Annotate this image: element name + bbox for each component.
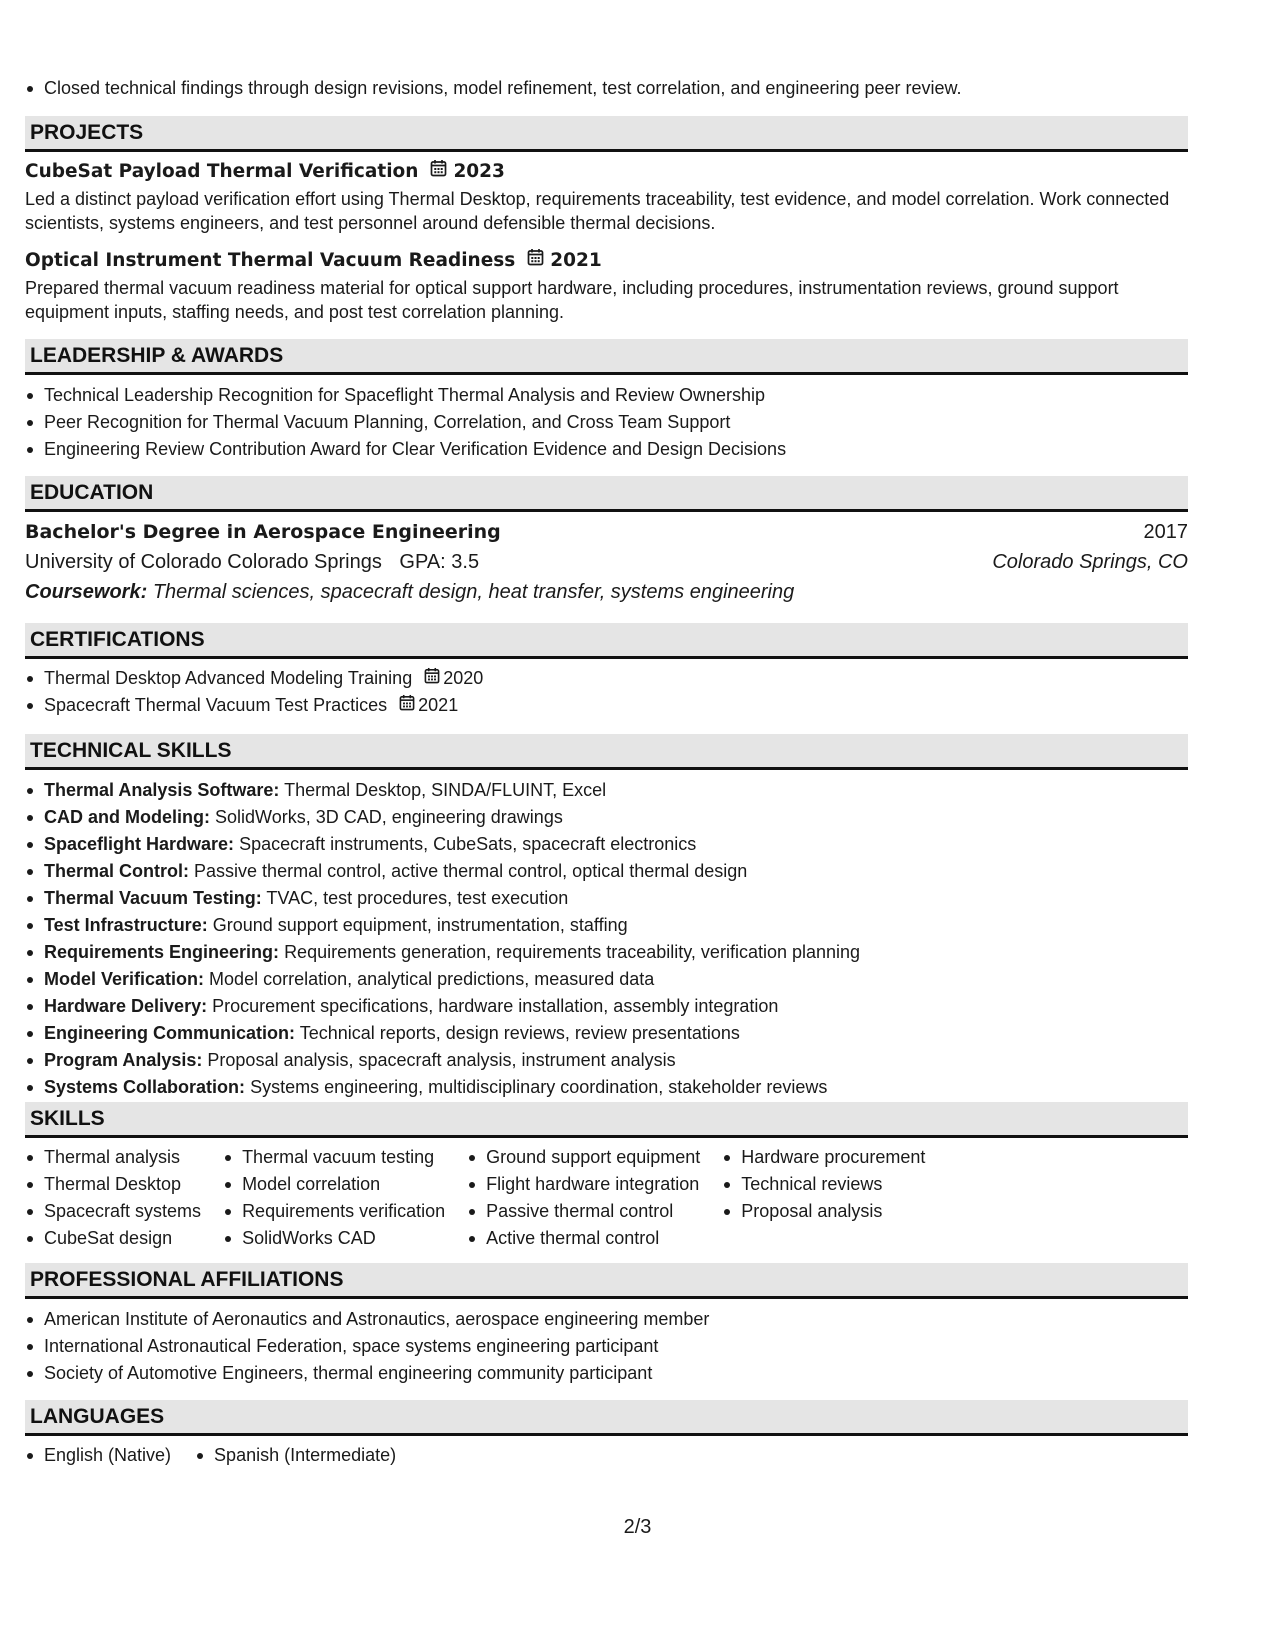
skill-category: Test Infrastructure: <box>44 915 208 935</box>
skill-values: Passive thermal control, active thermal control, optical thermal design <box>194 861 748 881</box>
project-entry <box>25 248 1188 324</box>
education-row <box>25 517 1188 547</box>
project-entry <box>25 159 1188 235</box>
list-item: Peer Recognition for Thermal Vacuum Planning, Correlation, and Cross Team Support <box>25 409 1188 436</box>
calendar-icon <box>430 159 447 185</box>
section-heading-education: EDUCATION <box>25 476 1188 512</box>
project-description: Prepared thermal vacuum readiness material for optical support hardware, including procedures, instrumentation reviews, ground support equipment inputs, staffing needs, and post test correlation planning. <box>25 278 1119 322</box>
skill-category: Thermal Vacuum Testing: <box>44 888 262 908</box>
list-item: Thermal Desktop <box>25 1171 201 1198</box>
skill-values: Model correlation, analytical predictions, measured data <box>209 969 655 989</box>
skills-column <box>223 1144 445 1252</box>
calendar-icon <box>424 665 440 692</box>
degree: Bachelor's Degree in Aerospace Engineering <box>25 521 501 543</box>
certification-name: Thermal Desktop Advanced Modeling Training <box>44 668 413 688</box>
section-heading-technical-skills: TECHNICAL SKILLS <box>25 734 1188 770</box>
list-item: Proposal analysis <box>722 1198 925 1225</box>
school-location: Colorado Springs, CO <box>992 551 1188 573</box>
certification-year: 2020 <box>443 668 484 688</box>
skill-values: Procurement specifications, hardware installation, assembly integration <box>212 996 779 1016</box>
skill-category: Engineering Communication: <box>44 1023 296 1043</box>
list-item <box>25 1047 1188 1074</box>
skill-category: CAD and Modeling: <box>44 807 210 827</box>
list-item: Closed technical findings through design revisions, model refinement, test correlation, and engineering peer review. <box>25 75 1250 102</box>
list-item <box>25 1020 1188 1047</box>
skill-category: Spaceflight Hardware: <box>44 834 235 854</box>
list-item: Technical Leadership Recognition for Spaceflight Thermal Analysis and Review Ownership <box>25 382 1188 409</box>
project-title: CubeSat Payload Thermal Verification <box>25 161 419 182</box>
section-heading-certifications: CERTIFICATIONS <box>25 623 1188 659</box>
languages-list <box>25 1442 1188 1469</box>
certification-year: 2021 <box>418 695 459 715</box>
list-item <box>25 939 1188 966</box>
skill-category: Systems Collaboration: <box>44 1077 246 1097</box>
skills-column <box>25 1144 201 1252</box>
project-year: 2023 <box>453 161 505 182</box>
skill-values: Ground support equipment, instrumentation, staffing <box>212 915 628 935</box>
skill-category: Requirements Engineering: <box>44 942 280 962</box>
list-item: Ground support equipment <box>467 1144 700 1171</box>
project-title-row <box>25 248 1188 274</box>
list-item: Society of Automotive Engineers, thermal engineering community participant <box>25 1360 1188 1387</box>
technical-skills-list <box>25 777 1188 1101</box>
leadership-list <box>25 382 1188 463</box>
skills-grid <box>25 1144 1188 1252</box>
list-item: Requirements verification <box>223 1198 445 1225</box>
education-entry <box>25 517 1188 607</box>
project-title: Optical Instrument Thermal Vacuum Readiness <box>25 250 516 271</box>
section-heading-projects: PROJECTS <box>25 116 1188 152</box>
skill-values: Spacecraft instruments, CubeSats, spacecraft electronics <box>239 834 697 854</box>
list-item <box>25 993 1188 1020</box>
list-item: Spacecraft systems <box>25 1198 201 1225</box>
list-item <box>25 777 1188 804</box>
list-item: Model correlation <box>223 1171 445 1198</box>
list-item: SolidWorks CAD <box>223 1225 445 1252</box>
school-name: University of Colorado Colorado Springs <box>25 551 382 573</box>
list-item <box>25 692 1188 719</box>
certification-name: Spacecraft Thermal Vacuum Test Practices <box>44 695 388 715</box>
list-item: Flight hardware integration <box>467 1171 700 1198</box>
skill-values: Thermal Desktop, SINDA/FLUINT, Excel <box>284 780 607 800</box>
list-item: Thermal analysis <box>25 1144 201 1171</box>
project-title-row <box>25 159 1188 185</box>
section-heading-leadership: LEADERSHIP & AWARDS <box>25 339 1188 375</box>
skill-values: Proposal analysis, spacecraft analysis, instrument analysis <box>207 1050 676 1070</box>
list-item <box>25 966 1188 993</box>
list-item <box>25 1074 1188 1101</box>
graduation-year: 2017 <box>1143 521 1188 543</box>
list-item: Hardware procurement <box>722 1144 925 1171</box>
skill-values: Requirements generation, requirements traceability, verification planning <box>284 942 861 962</box>
experience-tail-list <box>25 75 1250 102</box>
list-item: Spanish (Intermediate) <box>195 1442 396 1469</box>
skill-category: Model Verification: <box>44 969 205 989</box>
list-item: English (Native) <box>25 1442 171 1469</box>
skill-category: Thermal Analysis Software: <box>44 780 280 800</box>
coursework-label: Coursework: <box>25 581 148 603</box>
skill-category: Program Analysis: <box>44 1050 203 1070</box>
project-description: Led a distinct payload verification effort using Thermal Desktop, requirements traceability, test evidence, and model correlation. Work connected scientists, systems engineers, and test personnel around defensible thermal decisions. <box>25 189 1170 233</box>
section-heading-affiliations: PROFESSIONAL AFFILIATIONS <box>25 1263 1188 1299</box>
list-item: Thermal vacuum testing <box>223 1144 445 1171</box>
list-item: Technical reviews <box>722 1171 925 1198</box>
list-item: Active thermal control <box>467 1225 700 1252</box>
section-heading-skills: SKILLS <box>25 1102 1188 1138</box>
skill-category: Thermal Control: <box>44 861 190 881</box>
calendar-icon <box>399 692 415 719</box>
skill-category: Hardware Delivery: <box>44 996 208 1016</box>
list-item <box>25 665 1188 692</box>
page-number: 2/3 <box>623 1516 652 1538</box>
skill-values: SolidWorks, 3D CAD, engineering drawings <box>215 807 563 827</box>
list-item <box>25 831 1188 858</box>
coursework-row <box>25 577 1188 607</box>
coursework: Thermal sciences, spacecraft design, heat transfer, systems engineering <box>152 581 795 603</box>
list-item <box>25 804 1188 831</box>
list-item <box>25 912 1188 939</box>
list-item: American Institute of Aeronautics and Astronautics, aerospace engineering member <box>25 1306 1188 1333</box>
calendar-icon <box>527 248 544 274</box>
section-heading-languages: LANGUAGES <box>25 1400 1188 1436</box>
education-row <box>25 547 1188 577</box>
gpa: GPA: 3.5 <box>399 551 480 573</box>
list-item: International Astronautical Federation, space systems engineering participant <box>25 1333 1188 1360</box>
skill-values: Technical reports, design reviews, review presentations <box>299 1023 740 1043</box>
affiliations-list <box>25 1306 1188 1387</box>
skill-values: TVAC, test procedures, test execution <box>266 888 569 908</box>
skill-values: Systems engineering, multidisciplinary coordination, stakeholder reviews <box>250 1077 828 1097</box>
list-item: CubeSat design <box>25 1225 201 1252</box>
list-item: Passive thermal control <box>467 1198 700 1225</box>
skills-column <box>467 1144 700 1252</box>
project-year: 2021 <box>550 250 602 271</box>
list-item: Engineering Review Contribution Award for Clear Verification Evidence and Design Decisions <box>25 436 1188 463</box>
list-item <box>25 858 1188 885</box>
list-item <box>25 885 1188 912</box>
certifications-list <box>25 665 1188 719</box>
skills-column <box>722 1144 925 1252</box>
